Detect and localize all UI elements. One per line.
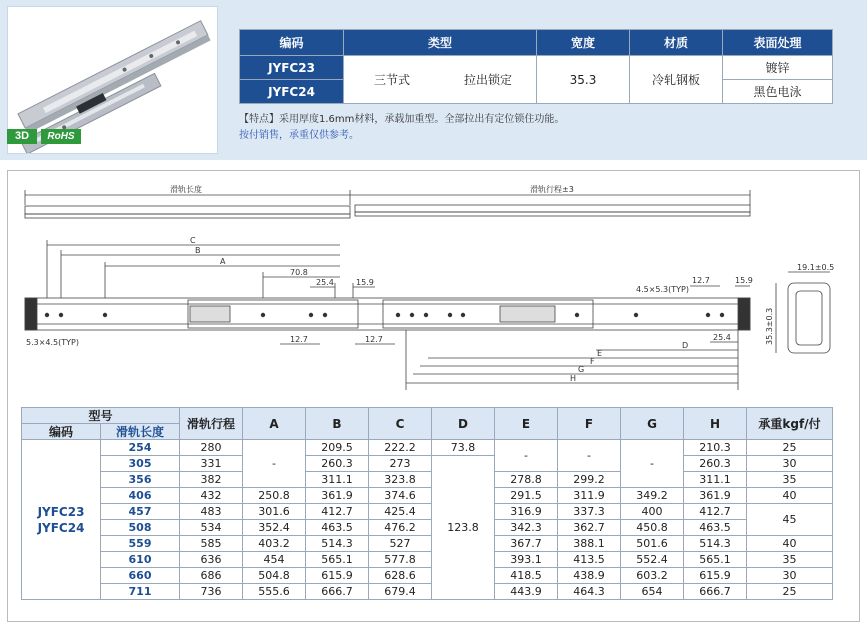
D-cell: 73.8 — [432, 440, 495, 456]
dimension-table — [21, 407, 833, 600]
dim-H-label: H — [570, 374, 577, 383]
spec-surface-zinc: 镀锌 — [723, 56, 833, 80]
load-cell: 25 — [747, 584, 833, 600]
H-cell: 463.5 — [684, 520, 747, 536]
spec-material: 冷轧钢板 — [630, 56, 723, 104]
dim-12-7-a-label: 12.7 — [290, 335, 308, 344]
top-rail-body — [25, 206, 350, 214]
H-cell: 311.1 — [684, 472, 747, 488]
code-jyfc24: JYFC24 — [37, 520, 85, 535]
travel-cell: 382 — [180, 472, 243, 488]
G-cell: 349.2 — [621, 488, 684, 504]
C-cell: 425.4 — [369, 504, 432, 520]
E-cell: 316.9 — [495, 504, 558, 520]
A-cell: 454 — [243, 552, 306, 568]
dim-12-7-right-label: 12.7 — [692, 276, 710, 285]
H-cell: 666.7 — [684, 584, 747, 600]
travel-cell: 636 — [180, 552, 243, 568]
col-G-header: G — [621, 408, 684, 440]
travel-header: 滑轨行程 — [180, 408, 243, 440]
C-cell: 323.8 — [369, 472, 432, 488]
length-cell: 254 — [101, 440, 180, 456]
A-cell: 504.8 — [243, 568, 306, 584]
load-cell: 35 — [747, 472, 833, 488]
travel-cell: 432 — [180, 488, 243, 504]
A-cell: 352.4 — [243, 520, 306, 536]
B-cell: 463.5 — [306, 520, 369, 536]
G-cell: 654 — [621, 584, 684, 600]
table-row — [22, 520, 833, 536]
E-dash-cell: - — [495, 440, 558, 472]
F-cell: 362.7 — [558, 520, 621, 536]
spec-surface-black: 黑色电泳 — [723, 80, 833, 104]
H-cell: 615.9 — [684, 568, 747, 584]
table-row — [22, 456, 833, 472]
F-cell: 311.9 — [558, 488, 621, 504]
feature-text: 【特点】采用厚度1.6mm材料，承载加重型。全部拉出有定位锁住功能。 — [239, 114, 565, 125]
F-dash-cell: - — [558, 440, 621, 472]
travel-cell: 331 — [180, 456, 243, 472]
spec-type-lock: 拉出锁定 — [463, 73, 512, 87]
C-cell: 679.4 — [369, 584, 432, 600]
main-rail-outline — [25, 298, 750, 330]
length-cell: 356 — [101, 472, 180, 488]
col-A-header: A — [243, 408, 306, 440]
F-cell: 464.3 — [558, 584, 621, 600]
H-cell: 260.3 — [684, 456, 747, 472]
travel-cell: 534 — [180, 520, 243, 536]
B-cell: 412.7 — [306, 504, 369, 520]
travel-cell: 736 — [180, 584, 243, 600]
top-rail-lower — [25, 214, 350, 218]
length-cell: 305 — [101, 456, 180, 472]
B-cell: 565.1 — [306, 552, 369, 568]
load-cell: 40 — [747, 488, 833, 504]
E-cell: 393.1 — [495, 552, 558, 568]
table-row — [22, 568, 833, 584]
height-dim-label: 35.3±0.3 — [765, 307, 774, 345]
release-lever — [500, 306, 555, 322]
lock-mechanism — [190, 306, 230, 322]
dim-G-label: G — [578, 365, 585, 374]
B-cell: 209.5 — [306, 440, 369, 456]
C-cell: 273 — [369, 456, 432, 472]
E-cell: 278.8 — [495, 472, 558, 488]
dim-D-label: D — [682, 341, 689, 350]
rail-length-label: 滑轨长度 — [170, 185, 202, 194]
dim-C-label: C — [190, 236, 196, 245]
B-cell: 666.7 — [306, 584, 369, 600]
col-H-header: H — [684, 408, 747, 440]
spec-type-main: 三节式 — [373, 73, 410, 87]
right-end-cap — [738, 298, 750, 330]
A-dash-cell: - — [243, 440, 306, 488]
length-cell: 610 — [101, 552, 180, 568]
D-cell: 123.8 — [432, 456, 495, 600]
dim-12-7-b-label: 12.7 — [365, 335, 383, 344]
col-F-header: F — [558, 408, 621, 440]
table-row — [22, 472, 833, 488]
H-cell: 412.7 — [684, 504, 747, 520]
spec-code-jyfc24: JYFC24 — [240, 80, 344, 104]
load-cell: 35 — [747, 552, 833, 568]
model-codes — [22, 440, 101, 600]
A-cell: 301.6 — [243, 504, 306, 520]
table-row — [22, 584, 833, 600]
table-row — [22, 440, 833, 456]
dim-A-label: A — [220, 257, 226, 266]
length-header: 滑轨长度 — [101, 424, 180, 440]
slot-right-label: 4.5×5.3(TYP) — [636, 285, 689, 294]
spec-code-jyfc23: JYFC23 — [240, 56, 344, 80]
spec-header-surface: 表面处理 — [723, 30, 833, 56]
F-cell: 299.2 — [558, 472, 621, 488]
C-cell: 527 — [369, 536, 432, 552]
table-row — [22, 488, 833, 504]
cross-section-outline — [788, 283, 830, 353]
travel-cell: 585 — [180, 536, 243, 552]
E-cell: 342.3 — [495, 520, 558, 536]
length-cell: 660 — [101, 568, 180, 584]
code-jyfc23: JYFC23 — [37, 504, 85, 519]
width-dim-label: 19.1±0.5 — [797, 263, 835, 272]
load-cell: 25 — [747, 440, 833, 456]
B-cell: 615.9 — [306, 568, 369, 584]
dim-70-8-label: 70.8 — [290, 268, 308, 277]
spec-header-type: 类型 — [344, 30, 537, 56]
col-C-header: C — [369, 408, 432, 440]
A-cell: 403.2 — [243, 536, 306, 552]
C-cell: 476.2 — [369, 520, 432, 536]
G-cell: 603.2 — [621, 568, 684, 584]
3d-badge: 3D — [7, 129, 37, 144]
E-cell: 367.7 — [495, 536, 558, 552]
H-cell: 210.3 — [684, 440, 747, 456]
A-cell: 555.6 — [243, 584, 306, 600]
spec-width: 35.3 — [537, 56, 630, 104]
length-cell: 711 — [101, 584, 180, 600]
G-cell: 450.8 — [621, 520, 684, 536]
H-cell: 361.9 — [684, 488, 747, 504]
F-cell: 413.5 — [558, 552, 621, 568]
B-cell: 260.3 — [306, 456, 369, 472]
spec-header-code: 编码 — [240, 30, 344, 56]
slot-left-label: 5.3×4.5(TYP) — [26, 338, 79, 347]
dim-15-9-left-label: 15.9 — [356, 278, 374, 287]
E-cell: 291.5 — [495, 488, 558, 504]
dim-B-label: B — [195, 246, 201, 255]
rohs-badge: RoHS — [41, 129, 81, 144]
travel-cell: 483 — [180, 504, 243, 520]
G-cell: 552.4 — [621, 552, 684, 568]
A-cell: 250.8 — [243, 488, 306, 504]
B-cell: 514.3 — [306, 536, 369, 552]
B-cell: 361.9 — [306, 488, 369, 504]
dim-15-9-right-label: 15.9 — [735, 276, 753, 285]
C-cell: 222.2 — [369, 440, 432, 456]
model-header: 型号 — [22, 408, 180, 424]
H-cell: 565.1 — [684, 552, 747, 568]
G-dash-cell: - — [621, 440, 684, 488]
mounting-holes — [45, 313, 724, 317]
table-row — [22, 504, 833, 520]
C-cell: 577.8 — [369, 552, 432, 568]
F-cell: 388.1 — [558, 536, 621, 552]
sales-note: 按付销售，承重仅供参考。 — [239, 130, 359, 141]
dim-E-label: E — [597, 349, 603, 358]
F-cell: 337.3 — [558, 504, 621, 520]
length-cell: 406 — [101, 488, 180, 504]
length-cell: 559 — [101, 536, 180, 552]
load-cell: 40 — [747, 536, 833, 552]
extended-rail-body — [355, 205, 750, 212]
load-cell: 45 — [747, 504, 833, 536]
H-cell: 514.3 — [684, 536, 747, 552]
B-cell: 311.1 — [306, 472, 369, 488]
col-D-header: D — [432, 408, 495, 440]
F-cell: 438.9 — [558, 568, 621, 584]
length-cell: 508 — [101, 520, 180, 536]
dim-25-4-right-label: 25.4 — [713, 333, 731, 342]
col-B-header: B — [306, 408, 369, 440]
C-cell: 374.6 — [369, 488, 432, 504]
code-header: 编码 — [22, 424, 101, 440]
dim-25-4-left-label: 25.4 — [316, 278, 334, 287]
G-cell: 501.6 — [621, 536, 684, 552]
spec-header-width: 宽度 — [537, 30, 630, 56]
left-end-cap — [25, 298, 37, 330]
G-cell: 400 — [621, 504, 684, 520]
spec-header-material: 材质 — [630, 30, 723, 56]
load-cell: 30 — [747, 568, 833, 584]
travel-cell: 280 — [180, 440, 243, 456]
load-cell: 30 — [747, 456, 833, 472]
col-E-header: E — [495, 408, 558, 440]
C-cell: 628.6 — [369, 568, 432, 584]
table-row — [22, 552, 833, 568]
load-header: 承重kgf/付 — [747, 408, 833, 440]
travel-cell: 686 — [180, 568, 243, 584]
dim-F-label: F — [590, 357, 595, 366]
travel-label: 滑轨行程±3 — [530, 185, 574, 194]
table-row — [22, 536, 833, 552]
extended-rail-lower — [355, 212, 750, 216]
E-cell: 418.5 — [495, 568, 558, 584]
length-cell: 457 — [101, 504, 180, 520]
E-cell: 443.9 — [495, 584, 558, 600]
